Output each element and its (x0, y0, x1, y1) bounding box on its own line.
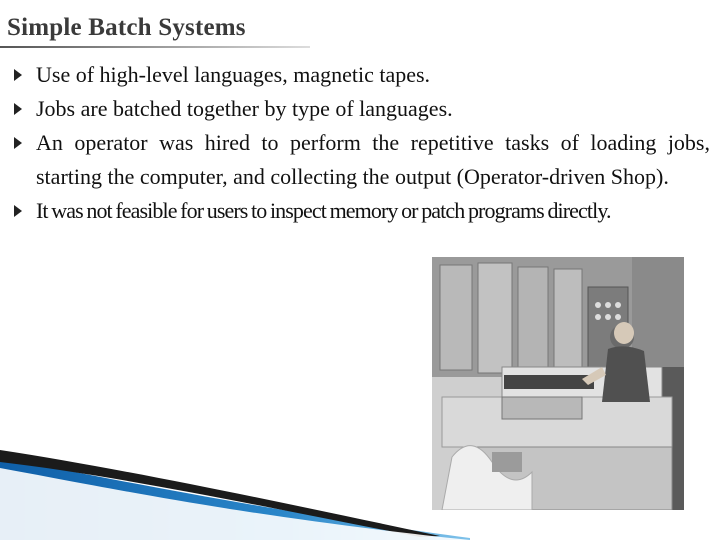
slide-title: Simple Batch Systems (7, 14, 246, 41)
bullet-text: Use of high-level languages, magnetic tapes. (36, 62, 431, 87)
bullet-item (10, 58, 710, 92)
bullet-item (10, 126, 710, 194)
bullet-list (10, 58, 710, 228)
bullet-text: It was not feasible for users to inspect memory or patch programs directly. (36, 198, 611, 223)
triangle-bullet-icon (14, 137, 22, 149)
triangle-bullet-icon (14, 69, 22, 81)
triangle-bullet-icon (14, 205, 22, 217)
title-underline (0, 46, 310, 48)
triangle-bullet-icon (14, 103, 22, 115)
bullet-text: Jobs are batched together by type of languages. (36, 96, 453, 121)
decorative-swoosh (0, 440, 470, 540)
bullet-text: An operator was hired to perform the repetitive tasks of loading jobs, starting the computer, and collecting the output (Operator-driven Shop). (36, 130, 710, 189)
bullet-item (10, 92, 710, 126)
bullet-item (10, 194, 710, 228)
